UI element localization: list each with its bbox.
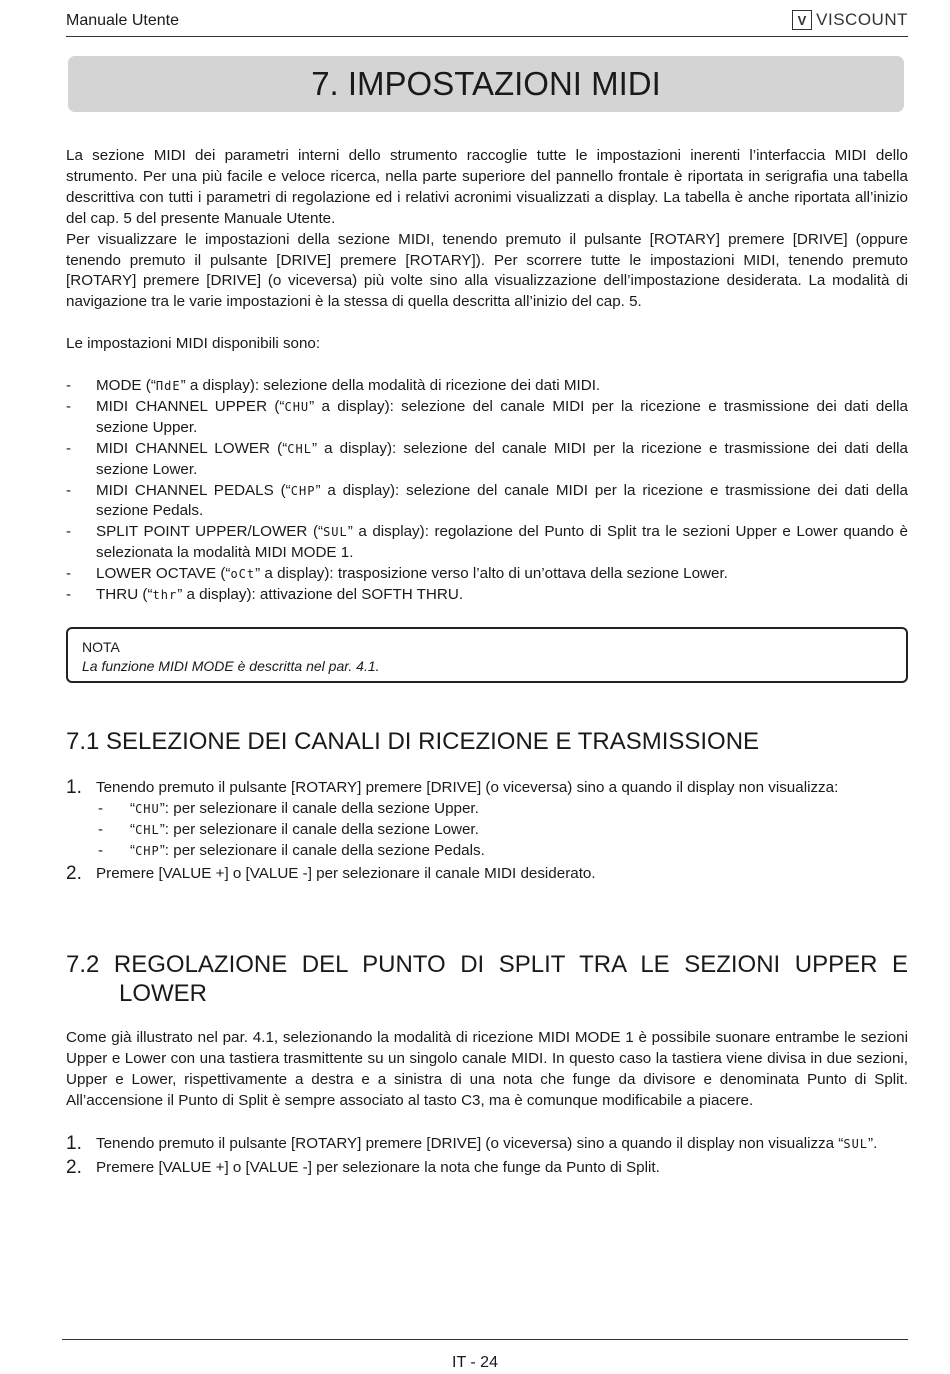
note-box — [66, 627, 908, 683]
setting-description: ” a display): trasposizione verso l’alto di un’ottava della sezione Lower. — [255, 565, 728, 583]
section-heading-7-1: 7.1 SELEZIONE DEI CANALI DI RICEZIONE E TRASMISSIONE — [66, 728, 760, 755]
step-text: Tenendo premuto il pulsante [ROTARY] premere [DRIVE] (o viceversa) sino a quando il display non visualizza “ — [96, 1135, 844, 1152]
section-7-1-steps — [66, 778, 908, 885]
list-item — [66, 820, 908, 841]
chapter-title: 7. IMPOSTAZIONI MIDI — [68, 56, 904, 112]
quote-open: (“ — [273, 481, 291, 499]
quote-open: (“ — [141, 377, 156, 394]
dash: - — [66, 439, 72, 457]
lcd-code: SUL — [843, 1137, 869, 1151]
lcd-code: CHP — [135, 843, 160, 858]
dash: - — [66, 586, 72, 604]
note-title: NOTA — [82, 639, 120, 655]
quote-open: (“ — [138, 586, 153, 604]
lcd-code: CHL — [287, 441, 312, 456]
section-heading-7-2: 7.2 REGOLAZIONE DEL PUNTO DI SPLIT TRA LE SEZIONI UPPER E — [66, 951, 908, 978]
section-7-2-body: Come già illustrato nel par. 4.1, selezionando la modalità di ricezione MIDI MODE 1 è possibile suonare entrambe le sezioni Upper e Lower con una tastiera trasmittente su un singolo canale MIDI. In questo caso la tastiera viene divisa in due sezioni, Upper e Lower, rispettivamente a destra e a sinistra di una nota che funge da divisore e denominata Punto di Split. All’accensione il Punto di Split è sempre associato al tasto C3, ma è comunque modificabile a piacere. — [66, 1029, 908, 1109]
sub-text: ”: per selezionare il canale della sezione Pedals. — [159, 841, 485, 859]
note-text: La funzione MIDI MODE è descritta nel par. 4.1. — [82, 658, 380, 674]
list-item — [66, 1134, 908, 1155]
step-text: Premere [VALUE +] o [VALUE -] per selezionare il canale MIDI desiderato. — [96, 864, 596, 882]
header-title: Manuale Utente — [66, 12, 179, 29]
step-number: 1. — [66, 1133, 82, 1154]
footer-divider — [62, 1339, 908, 1340]
dash: - — [66, 397, 72, 415]
dash: - — [98, 820, 104, 838]
quote-open: (“ — [270, 439, 288, 457]
settings-list — [66, 376, 908, 606]
sub-text: ”: per selezionare il canale della sezione Lower. — [159, 820, 479, 838]
lcd-code: SUL — [323, 525, 348, 540]
lcd-code: CHL — [135, 822, 160, 837]
list-item — [66, 481, 908, 523]
quote-open: (“ — [216, 565, 231, 583]
intro-paragraph-1: La sezione MIDI dei parametri interni dello strumento raccoglie tutte le impostazioni inerenti l’interfaccia MIDI dello strumento. Per una più facile e veloce ricerca, nella parte superiore del pannello frontale è riportata in serigrafia una tabella descrittiva con tutti i parametri di regolazione ed i relativi acronimi visualizzati a display. La tabella è anche riportata all’inizio del cap. 5 del presente Manuale Utente. — [66, 147, 908, 227]
dash: - — [66, 481, 72, 499]
list-item — [66, 564, 908, 585]
quote-close: ”. — [868, 1135, 878, 1152]
setting-name: MIDI CHANNEL LOWER — [96, 439, 271, 457]
quote-open: (“ — [267, 397, 285, 415]
quote-open: “ — [130, 799, 136, 817]
step-text: Premere [VALUE +] o [VALUE -] per selezionare la nota che funge da Punto di Split. — [96, 1158, 660, 1176]
dash: - — [66, 565, 72, 583]
list-item — [66, 522, 908, 564]
list-item — [66, 1158, 908, 1179]
lcd-code: thr — [152, 588, 178, 603]
page-header — [66, 8, 908, 37]
list-item — [66, 397, 908, 439]
intro-paragraph-3: Le impostazioni MIDI disponibili sono: — [66, 335, 321, 353]
quote-open: (“ — [307, 523, 324, 541]
setting-name: MIDI CHANNEL PEDALS — [96, 481, 274, 499]
setting-name: MODE — [96, 377, 142, 394]
dash: - — [98, 799, 104, 817]
lcd-code: oCt — [230, 567, 256, 582]
dash: - — [66, 377, 72, 394]
step-text: Tenendo premuto il pulsante [ROTARY] premere [DRIVE] (o viceversa) sino a quando il display non visualizza: — [96, 779, 839, 796]
setting-name: THRU — [96, 586, 139, 604]
lcd-code: CHU — [135, 801, 160, 816]
step-number: 1. — [66, 777, 82, 798]
page-number: IT - 24 — [452, 1354, 498, 1371]
sub-text: ”: per selezionare il canale della sezione Upper. — [159, 799, 479, 817]
intro-paragraph-2: Per visualizzare le impostazioni della sezione MIDI, tenendo premuto il pulsante [ROTARY] premere [DRIVE] (oppure tenendo premuto il pulsante [DRIVE] premere [ROTARY]). Per scorrere tutte le impostazioni MIDI, tenendo premuto [ROTARY] premere [DRIVE] (o viceversa) più volte sino alla visualizzazione dell’impostazione desiderata. La modalità di navigazione tra le varie impostazioni è la stessa di quella descritta all’inizio del cap. 5. — [66, 230, 908, 311]
step-number: 2. — [66, 1156, 82, 1178]
brand — [792, 10, 908, 30]
setting-description: ” a display): selezione del canale MIDI per la ricezione e trasmissione dei dati della sezione Upper. — [96, 397, 908, 436]
list-item — [66, 841, 908, 862]
setting-description: ” a display): selezione del canale MIDI per la ricezione e trasmissione dei dati della sezione Pedals. — [96, 481, 908, 520]
setting-name: LOWER OCTAVE — [96, 565, 217, 583]
list-item — [66, 376, 908, 397]
intro-text — [66, 146, 908, 355]
setting-description: ” a display): regolazione del Punto di Split tra le sezioni Upper e Lower quando è selezionata la modalità MIDI MODE 1. — [96, 523, 908, 562]
lcd-code: ΠdE — [155, 379, 181, 393]
setting-description: ” a display): selezione del canale MIDI per la ricezione e trasmissione dei dati della sezione Lower. — [96, 439, 908, 478]
list-item — [66, 864, 908, 885]
list-item — [66, 778, 908, 799]
step-number: 2. — [66, 862, 82, 884]
list-item — [66, 439, 908, 481]
viscount-logo-icon: V — [792, 10, 812, 30]
setting-name: SPLIT POINT UPPER/LOWER — [96, 523, 308, 541]
brand-name: VISCOUNT — [816, 10, 908, 29]
list-item — [66, 799, 908, 820]
dash: - — [98, 841, 104, 859]
setting-description: ” a display): selezione della modalità di ricezione dei dati MIDI. — [180, 377, 601, 394]
quote-open: “ — [130, 820, 136, 838]
lcd-code: CHP — [290, 483, 316, 498]
lcd-code: CHU — [284, 399, 310, 414]
setting-name: MIDI CHANNEL UPPER — [96, 397, 268, 415]
list-item — [66, 585, 908, 606]
section-heading-7-2-cont: LOWER — [119, 980, 208, 1007]
dash: - — [66, 523, 72, 541]
section-7-2-steps — [66, 1134, 908, 1179]
quote-open: “ — [130, 841, 136, 859]
setting-description: ” a display): attivazione del SOFTH THRU. — [177, 586, 464, 604]
